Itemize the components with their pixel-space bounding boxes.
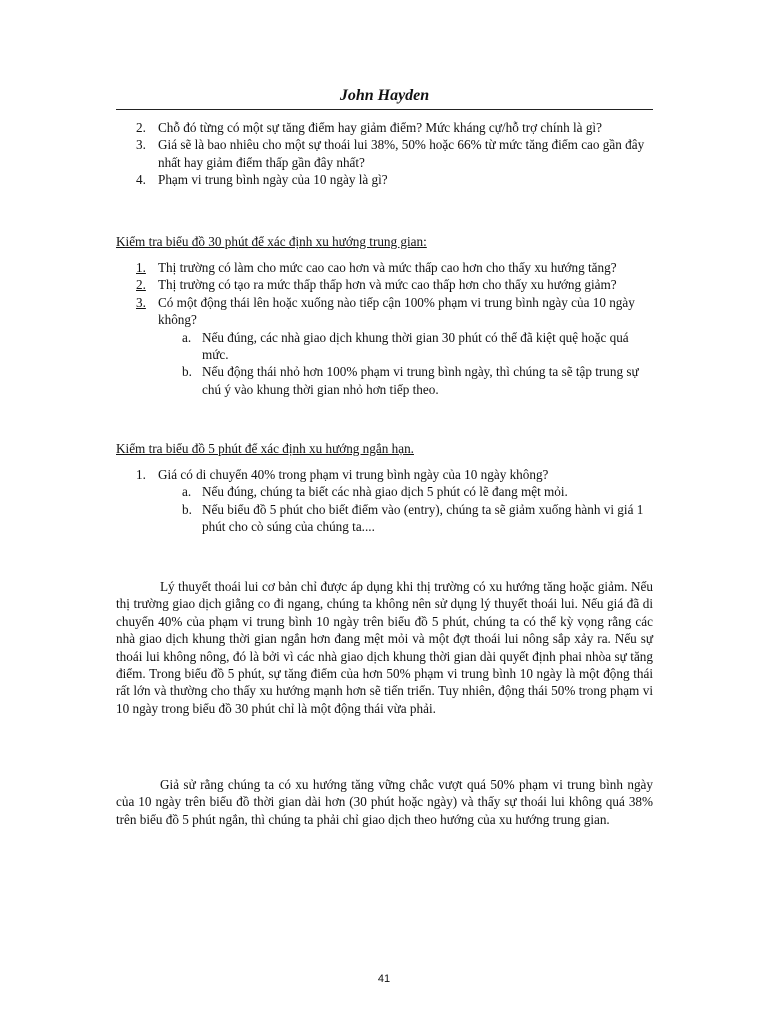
running-header-title: John Hayden (339, 87, 430, 104)
continued-question-list (116, 119, 656, 189)
list-item-text: Thị trường có làm cho mức cao cao hơn và mức thấp cao hơn cho thấy xu hướng tăng? (158, 260, 617, 275)
body-paragraph-trend-assumption: Giả sử rằng chúng ta có xu hướng tăng vững chắc vượt quá 50% phạm vi trung bình ngày của 10 ngày trên biểu đồ thời gian dài hơn (30 phút hoặc ngày) và thấy sự thoái lui không quá 38% trên biểu đồ 5 phút ngắn, thì chúng ta phải chỉ giao dịch theo hướng của xu hướng trung gian. (116, 777, 653, 827)
sub-list-item (116, 501, 656, 536)
sub-list-item-text: Nếu đúng, chúng ta biết các nhà giao dịch 5 phút có lẽ đang mệt mỏi. (202, 484, 568, 500)
list-item (116, 171, 656, 188)
sub-list-item (116, 483, 656, 500)
sub-list-item-text: Nếu động thái nhỏ hơn 100% phạm vi trung bình ngày, thì chúng ta sẽ tập trung sự chú ý vào khung thời gian nhỏ hơn tiếp theo. (202, 364, 639, 397)
sub-list-item-letter: a. (182, 329, 192, 345)
sub-list-item-letter: a. (182, 484, 192, 500)
list-item-number: 2. (136, 120, 146, 135)
page-number: 41 (377, 973, 391, 985)
list-item-number: 4. (136, 172, 146, 188)
list-item-text: Có một động thái lên hoặc xuống nào tiếp cận 100% phạm vi trung bình ngày của 10 ngày không? (158, 294, 635, 328)
list-item (116, 259, 656, 276)
sub-list-item (116, 363, 656, 398)
section-5min-list (116, 466, 656, 536)
section-heading-30min: Kiểm tra biểu đồ 30 phút để xác định xu hướng trung gian: (116, 234, 427, 249)
list-item (116, 119, 656, 136)
list-item-number: 3. (136, 137, 146, 153)
sub-list-item-letter: b. (182, 364, 192, 380)
list-item-text: Giá có di chuyển 40% trong phạm vi trung bình ngày của 10 ngày không? (158, 467, 549, 482)
list-item (116, 294, 656, 329)
list-item-text: Chỗ đó từng có một sự tăng điểm hay giảm điểm? Mức kháng cự/hỗ trợ chính là gì? (158, 120, 602, 135)
section-30min-list (116, 259, 656, 398)
sub-list-item-text: Nếu biểu đồ 5 phút cho biết điểm vào (entry), chúng ta sẽ giảm xuống hành vi giá 1 phút cho cò súng của chúng ta.... (202, 501, 644, 535)
list-item-number: 1. (136, 260, 146, 275)
list-item (116, 466, 656, 483)
header-divider (116, 109, 653, 110)
section-heading-5min: Kiểm tra biểu đồ 5 phút để xác định xu hướng ngắn hạn. (116, 441, 414, 456)
list-item-number: 3. (136, 294, 146, 310)
sub-list-item (116, 329, 656, 364)
sub-list-item-text: Nếu đúng, các nhà giao dịch khung thời gian 30 phút có thể đã kiệt quệ hoặc quá mức. (202, 329, 629, 363)
body-paragraph-retracement-theory: Lý thuyết thoái lui cơ bản chỉ được áp dụng khi thị trường có xu hướng tăng hoặc giảm. Nếu thị trường giao dịch giằng co đi ngang, chúng ta không nên sử dụng lý thuyết thoái lui. Nếu giá đã di chuyển 40% của phạm vi trung bình 10 ngày trên biểu đồ 5 phút, chúng ta có thể kỳ vọng rằng các nhà giao dịch khung thời gian ngắn hơn đang mệt mỏi và một đợt thoái lui nông sắp xảy ra. Nếu sự thoái lui không nông, đó là bởi vì các nhà giao dịch khung thời gian dài quyết định phai nhòa sự tăng điểm. Trong biểu đồ 5 phút, sự tăng điểm của hơn 50% phạm vi trung bình 10 ngày là một động thái rất lớn và thường cho thấy xu hướng mạnh hơn sẽ tiến triển. Tuy nhiên, động thái 50% trong phạm vi 10 ngày trong biểu đồ 30 phút chỉ là một động thái vừa phải. (116, 579, 653, 716)
list-item-number: 1. (136, 467, 146, 482)
list-item-text: Giá sẽ là bao nhiêu cho một sự thoái lui 38%, 50% hoặc 66% từ mức tăng điểm cao gần đây nhất hay giảm điểm thấp gần đây nhất? (158, 137, 645, 170)
list-item-text: Thị trường có tạo ra mức thấp thấp hơn và mức cao thấp hơn cho thấy xu hướng giảm? (158, 277, 617, 293)
list-item-text: Phạm vi trung bình ngày của 10 ngày là gì? (158, 172, 388, 188)
list-item (116, 276, 656, 293)
list-item-number: 2. (136, 277, 146, 293)
list-item (116, 136, 656, 171)
sub-list-item-letter: b. (182, 501, 192, 517)
